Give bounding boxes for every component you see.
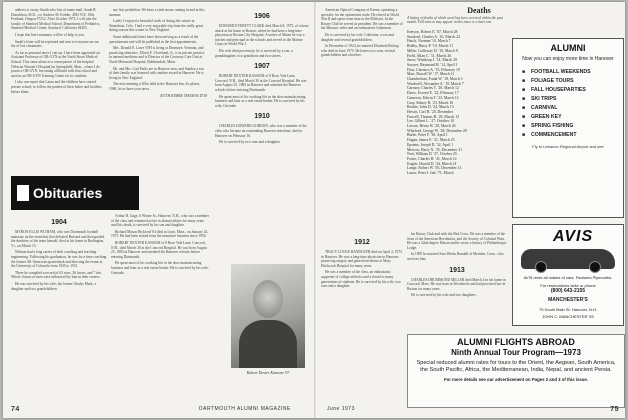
death-entry: Wardwell, Alexander A. '19, March 7 — [407, 81, 464, 86]
death-entry: Lee, Gilbert L. '27, October 10 — [407, 119, 454, 124]
year-heading: 1910 — [254, 113, 270, 121]
death-entry: Hewitt, Carl R. '25, December — [407, 109, 454, 114]
car-illustration — [521, 249, 615, 269]
deaths-list — [407, 30, 507, 228]
death-entry: Sawyer, Raymond H. '14, April 1 — [407, 62, 458, 67]
year-heading: 1904 — [51, 219, 67, 226]
death-entry: Dow, Clarence A. '15, February 19 — [407, 67, 460, 72]
paragraph: He is survived by his wife, Catherine, a son and daughter and several grandchildren. — [321, 32, 394, 42]
death-entry: Butler, Peter F. '30, April 1 — [407, 133, 448, 138]
magazine-spread — [3, 2, 625, 418]
ad-list — [513, 68, 623, 140]
death-entry: Stanford, Charles A. '10, March 22 — [407, 34, 460, 39]
paragraph: Lately I enjoyed a beautiful week of skiing this winter at Steamboat, Colo. I had a very enjoyable trip from the really great skiing season this winter in New England. — [109, 19, 203, 33]
paragraph: As far as personal news I can say I have been appointed an Assistant Professor of OB-GYN at the North Shore Medical School. This came about as a consequence of the hospital (Wesson Women's Hospital) in Springfield, Mass., where I do practice OB-GYN, becoming affiliated with that school and used as an OB-GYN Training Center for its students. — [11, 50, 100, 78]
paragraph: Mrs. Donald E. Laser '67H is living at Dunmore, Vermont, and practicing obstetrics. Elliott E. Cleveland, Jr., is in private practice in internal medicine and is Director of the Coronary Care Unit at North Memorial Hospital, Robbinsdale, Minn. — [109, 46, 205, 64]
paragraph: There he compiled a record of 63 wins, 26 losses, and 7 ties. Whole classes of men were influenced by him in their careers. — [11, 270, 102, 280]
right-col-2-lower — [407, 232, 507, 330]
paragraph: my first perihelion. We have a sixth moon coming in and in this summer. — [109, 8, 205, 17]
year-heading: 1906 — [254, 13, 270, 20]
right-col-1-lower — [321, 234, 403, 406]
year-heading: 1913 — [449, 266, 465, 274]
paragraph: ROBERT DEXTER KANSOM of 8 Rose Vale Lane, Concord, N.H., died March 30 at the Concord Hospital. He was born August 25, 1883 in Hanover and attended the Hanover schools before entering Dartmouth. — [215, 74, 307, 92]
gutter — [314, 2, 316, 418]
portrait-photo — [231, 264, 305, 368]
paragraph: He is survived by two sons and a daughter. — [219, 140, 281, 145]
paragraph: CHARLES DRUMMOND MILLER died March 4 in his home in Concord, Mass. He was born in Woodstock and had practiced law in Boston for many years. — [407, 277, 506, 291]
paragraph: his Rotary Club and with the Red Cross. He was a member of the Sons of the American Revolution, and the Society of Colonial Wars. He was a 32nd degree Mason and he wrote a history of Philanthropic Lodge. — [407, 232, 507, 250]
portrait-face — [253, 280, 283, 318]
portrait-body — [239, 320, 297, 368]
right-issue: June 1973 — [327, 406, 355, 412]
avis-phone: (800) 643-2155 — [550, 288, 586, 294]
left-footer: DARTMOUTH ALUMNI MAGAZINE — [199, 406, 291, 412]
year-heading: 1907 — [254, 63, 270, 71]
flights-subtitle: Ninth Annual Tour Program—1973 — [451, 348, 581, 357]
ad-list-item: ■ SPRING FISHING — [531, 122, 623, 131]
death-entry: Dugan, James E. '31, March 25 — [407, 138, 455, 143]
ad-title: ALUMNI — [550, 43, 586, 53]
paragraph: Sarah's letter will be reprinted and sent to everyone on our list of lost classmates. — [11, 39, 99, 49]
death-entry: Kenyon, Robert E. '07, March 28 — [407, 30, 458, 34]
obituaries-banner: Obituaries — [11, 176, 139, 210]
death-entry: Nott, William D. '37, October 25 — [407, 152, 457, 157]
death-entry: Kugler, Harold D. '44, March 14 — [407, 161, 457, 166]
signature: RUTH KIMBE THOMAS D'38 — [160, 93, 207, 98]
death-entry: Lange, Robert W. '50, December 13 — [407, 166, 462, 171]
paragraph: address is on my Smith who first of many mail. Sarah R. Donaldson, M.D., c/o Andrew M. Kidder, 4925 N.E. 19th, Portland, Oregon 97212. After October 1973, I will join the faculty of Stanford Medical School, Department of Pediatrics, Stanford Medical Center, Stanford, California 94305. — [11, 8, 101, 31]
death-entry: Farwell, Thomas B. '26, March 13 — [407, 114, 460, 119]
left-col-2 — [109, 8, 207, 168]
paragraph: I hope this brief summary will be of help to you. — [15, 32, 85, 37]
death-entry: Gray, Sidney R. '23, March 16 — [407, 100, 454, 105]
paragraph: He is survived by his wife and two daughters. — [411, 293, 477, 298]
ad-list-item: ■ CARNIVAL — [531, 104, 623, 113]
paragraph: CHARLES EDWARD GORDON, who was a member of the class who became an outstanding Hanover merchant, died in Hanover on February 16. — [215, 124, 307, 138]
left-col-2-obits — [111, 214, 211, 404]
left-col-1-obits — [11, 214, 107, 404]
avis-phone-line: For reservations write or phone — [540, 283, 596, 288]
paragraph: He spent most of his working life in the shoe manufacturing business and later as a real estate broker. He is survived by his wife, Gertrude. — [111, 261, 209, 275]
death-entry: Field, Allan C. '11, March 26 — [407, 53, 452, 58]
paragraph: He was survived by his wife, the former Gladys Mark, a daughter and two grandchildren. — [11, 281, 96, 291]
paragraph: EDWARD EVERETT CLARK died March 8, 1973, of a heart attack at his home in Boston, where he had been a long-time physician at Boston City Hospital. A native of Maine he was a teacher and principal in the schools and served in the Marine Corps in World War I. — [215, 24, 309, 47]
death-entry: Marr, Russell W. '17, March 11 — [407, 72, 455, 77]
paragraph: In December of 1924, he married Elizabeth Bishop, who died in June 1970. He leaves two sons, several grandchildren and a brother. — [321, 44, 400, 58]
avis-contact: JOHN C. MANCHESTER '55 — [542, 314, 594, 319]
avis-ad — [512, 224, 624, 326]
avis-brand: MANCHESTER'S — [548, 297, 588, 303]
paragraph: His wife died previously; he is survived by a son, a granddaughter, two grandsons and two sisters. — [215, 48, 293, 58]
ad-note: Fly to Lebanon Regional Airport and see — [532, 144, 604, 149]
death-entry: Whitford, George W. '28, December 28 — [407, 128, 467, 133]
alumni-flights-ad — [407, 334, 625, 408]
ad-list-item: ■ COMMENCEMENT — [531, 131, 623, 140]
ad-list-item: ■ GREEN KEY — [531, 113, 623, 122]
paragraph: In 1909 he married Sara Weeks Randall of Meriden, Conn., who survives him. — [407, 252, 504, 261]
right-col-1 — [321, 8, 403, 234]
ad-list-item: ■ FOOTBALL WEEKENDS — [531, 68, 623, 77]
year-heading: 1912 — [354, 239, 370, 246]
ad-list-item: ■ FALL HOUSEPARTIES — [531, 86, 623, 95]
left-col-1 — [11, 8, 103, 168]
death-entry: Lance, Peter J. Ind. '71, March — [407, 171, 454, 176]
paragraph: Some additional letters have been arriving as a result of the questionnaire and will be published in the first appointments. — [109, 34, 199, 44]
flights-title: ALUMNI FLIGHTS ABROAD — [457, 337, 575, 347]
photo-caption: Robert Dexter Kansom '07 — [246, 370, 290, 375]
death-entry: Larson, Henry H. '28, March 26 — [407, 124, 456, 129]
paragraph: ROBERT DEXTER KANSOM of 8 Rose Vale Lane, Concord, N.H., died March 30 at the Concord Hospital. He was born August 25, 1883 in Hanover and attended the Hanover schools before entering Dartmouth. — [111, 240, 207, 259]
right-page-number: 75 — [610, 406, 619, 413]
paragraph: I also can report that Laura and the children have started private school; to follow the pattern of their father and brothers before them. — [11, 80, 102, 94]
left-col-3 — [215, 8, 309, 262]
paragraph: He spent most of his working life in the shoe manufacturing business and later as a real estate broker. He is survived by his wife, Gertrude. — [215, 94, 306, 108]
paragraph: The next meeting will be held at the Hanover Inn. So please, 1968, let us have your news. — [109, 82, 201, 91]
paragraph: He was a member of the class, an enthusiastic supporter of college athletics and a friend to many generations of students. He is survived by his wife, two sons and a daughter. — [321, 270, 401, 289]
death-entry: Cameron, Edwin T. '23, March 14 — [407, 95, 459, 100]
paragraph: Mr. and Mrs. Carl Parks are in Hanover now, and Stanley a son of their family was honored with another award in Hanover. He is living in New England. — [109, 66, 204, 80]
death-entry: Miller, Galloway D. '10, March 9 — [407, 48, 458, 53]
paragraph: Richard Mason Bickford '04 died in Lynn, Mass., on January 24, 1973. He had been retired from the insurance business since 1950. — [111, 229, 209, 239]
deaths-intro: A listing of deaths of which word has been received within the past month. Full notices may appear in this issue or a later one. — [407, 16, 503, 25]
paragraph: American Optical Company of Keene, operating a specialty for the optometrist trade. He retired in World War II and spent some time in the Midwest. In the Rotary Club he served as president. He was a member of the Masonic order and an enthusiastic fisherman. — [321, 8, 403, 31]
death-entry: Snow, Winthrop J. '14, March 29 — [407, 58, 457, 63]
death-entry: Ritchie, John D. '24, March 13 — [407, 105, 454, 110]
avis-tagline: AVIS rents all makes of cars. Features Plymouths. — [523, 275, 613, 280]
death-entry: Hatch, Norman '10, March 7 — [407, 39, 451, 44]
ad-list-item: ■ FOLIAGE TOURS — [531, 77, 623, 86]
death-entry: Davis, Everett E. '22, February 17 — [407, 91, 459, 96]
deaths-heading: Deaths — [467, 6, 491, 15]
death-entry: Ridley, Harry P. '10, March 11 — [407, 44, 454, 49]
flights-body: Special reduced alumni rates for tours to the Orient, the Aegean, South America, the South Pacific, Africa, the Mediterranean, India, Nepal, and ancient Persia. — [416, 360, 616, 373]
paragraph: MYRON ELLIS WITHAM, who was Dartmouth football mainstay on the team that first defeated Harvard and then guided the destinies of the team himself, died at his home in Burlington, Vt., on March 15. — [11, 230, 105, 248]
ad-subtitle: Now you can enjoy more time in Hanover — [522, 56, 614, 62]
death-entry: Merrow, Harry N. '35, December 31 — [407, 147, 463, 152]
death-entry: Epstein, Joseph D. '32, April 1 — [407, 142, 454, 147]
paragraph: Arthur H. Gage, 6 Winter St., Hanover, N.H., who was a member of the class and remained active in alumni affairs for many years until his death, is survived by his son and daughter. — [111, 214, 209, 228]
left-page-number: 74 — [11, 406, 20, 413]
death-entry: Chamberlain, Frank W. '18, March 3 — [407, 77, 463, 82]
avis-address: 75 South Main St. Hanover, N.H. — [538, 307, 598, 312]
death-entry: Foster, Charles H. '41, March 14 — [407, 156, 457, 161]
alumni-travel-ad — [512, 38, 624, 218]
paragraph: Witham had a long career of both coaching and teaching engineering. Following his graduation, he was for a time coaching the former All-American quarterback and directing the teams at the University of Colorado from 1920 to 1931. — [11, 250, 107, 269]
paragraph: TRACY LOCKE RANDOLPH died on April 2, 1973 in Hanover. He was a long-time physician in Hanover, practicing surgery and general medicine at Mary Hitchcock Hospital for many years. — [321, 250, 402, 268]
avis-logo: AVIS — [553, 228, 594, 245]
flights-note: For more details see our advertisement on Pages 2 and 3 of this issue. — [444, 377, 588, 382]
ad-list-item: ■ SKI TRIPS — [531, 95, 623, 104]
death-entry: Garnsey, Charles T. '20, March 12 — [407, 86, 459, 91]
